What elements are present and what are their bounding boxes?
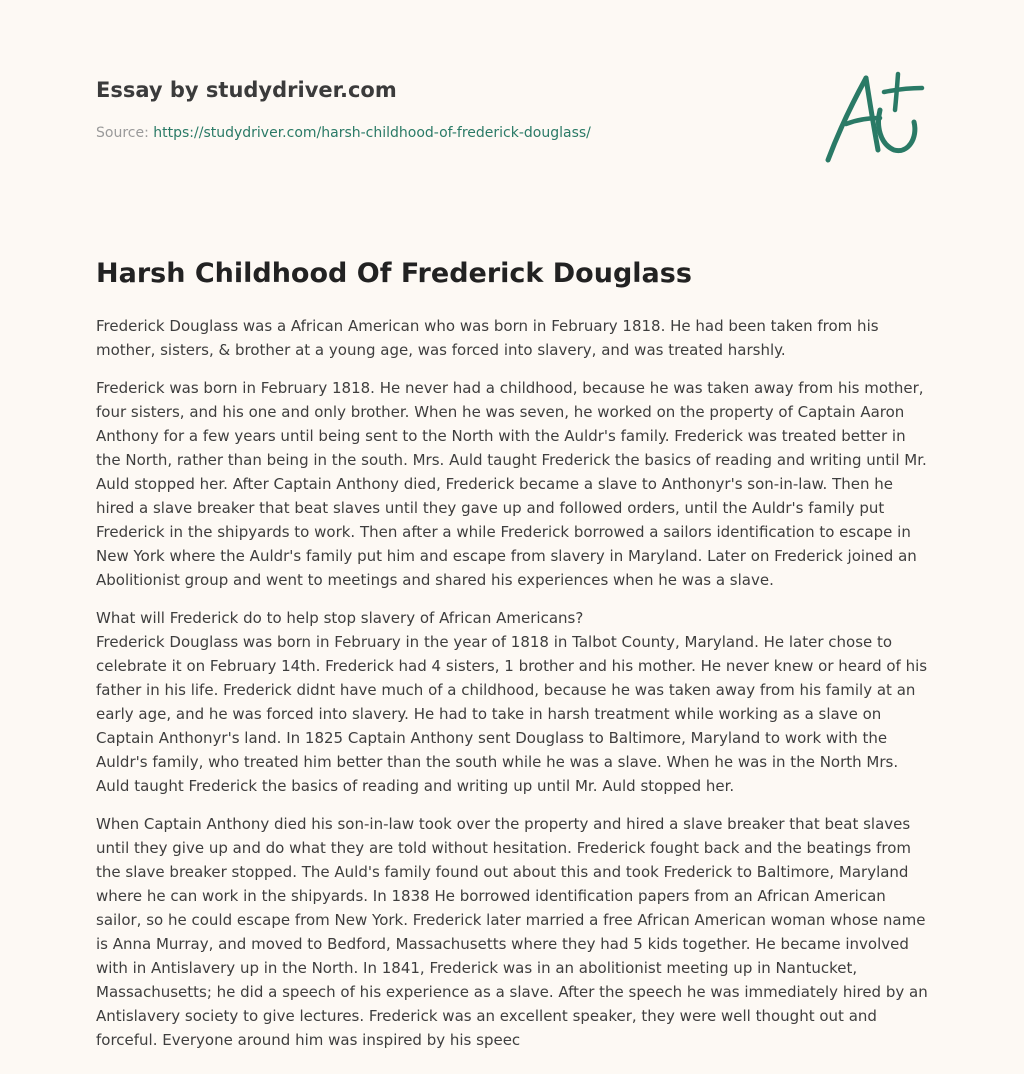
essay-header [96, 76, 796, 143]
a-plus-grade-logo-icon [818, 66, 930, 166]
article-paragraph: What will Frederick do to help stop slavery of African Americans? Frederick Douglass was born in February in the year of 1818 in Talbot County, Maryland. He later chose to celebrate it on February 14th. Frederick had 4 sisters, 1 brother and his mother. He never knew or heard of his father in his life. Frederick didnt have much of a childhood, because he was taken away from his family at an early age, and he was forced into slavery. He had to take in harsh treatment while working as a slave on Captain Anthonyr's land. In 1825 Captain Anthony sent Douglass to Baltimore, Maryland to work with the Auldr's family, who treated him better than the south while he was a slave. When he was in the North Mrs. Auld taught Frederick the basics of reading and writing up until Mr. Auld stopped her. [96, 609, 928, 795]
brand-title: Essay by studydriver.com [96, 78, 397, 102]
a-plus-logo-svg [818, 66, 930, 166]
article-paragraph: Frederick was born in February 1818. He never had a childhood, because he was taken away from his mother, four sisters, and his one and only brother. When he was seven, he worked on the property of Captain Aaron Anthony for a few years until being sent to the North with the Auldr's family. Frederick was treated better in the North, rather than being in the south. Mrs. Auld taught Frederick the basics of reading and writing until Mr. Auld stopped her. After Captain Anthony died, Frederick became a slave to Anthonyr's son-in-law. Then he hired a slave breaker that beat slaves until they gave up and followed orders, until the Auldr's family put Frederick in the shipyards to work. Then after a while Frederick borrowed a sailors identification to escape in New York where the Auldr's family put him and escape from slavery in Maryland. Later on Frederick joined an Abolitionist group and went to meetings and shared his experiences when he was a slave. [96, 379, 927, 589]
article-title: Harsh Childhood Of Frederick Douglass [96, 258, 692, 289]
source-link[interactable]: https://studydriver.com/harsh-childhood-of-frederick-douglass/ [153, 125, 591, 141]
source-label: Source: [96, 125, 149, 141]
article-paragraph: When Captain Anthony died his son-in-law took over the property and hired a slave breaker that beat slaves until they give up and do what they are told without hesitation. Frederick fought back and the beatings from the slave breaker stopped. The Auld's family found out about this and took Frederick to Baltimore, Maryland where he can work in the shipyards. In 1838 He borrowed identification papers from an African American sailor, so he could escape from New York. Frederick later married a free African American woman whose name is Anna Murray, and moved to Bedford, Massachusetts where they had 5 kids together. He became involved with in Antislavery up in the North. In 1841, Frederick was in an abolitionist meeting up in Nantucket, Massachusetts; he did a speech of his experience as a slave. After the speech he was immediately hired by an Antislavery society to give lectures. Frederick was an excellent speaker, they were well thought out and forceful. Everyone around him was inspired by his speec [96, 815, 928, 1049]
article-paragraph: Frederick Douglass was a African American who was born in February 1818. He had been taken from his mother, sisters, & brother at a young age, was forced into slavery, and was treated harshly. [96, 317, 879, 359]
article [96, 254, 928, 1066]
source-line [96, 123, 796, 143]
